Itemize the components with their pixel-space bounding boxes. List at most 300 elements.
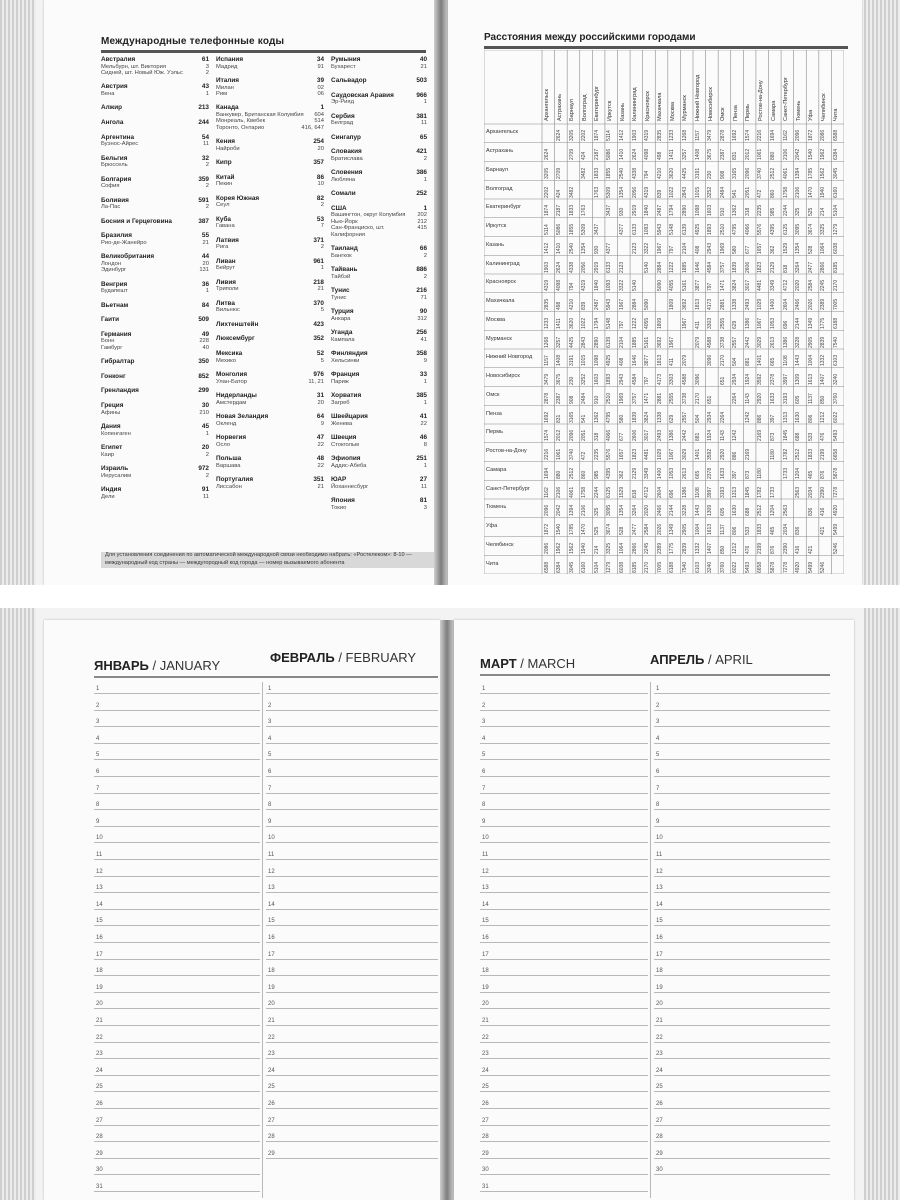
calendar-day-number: 5 bbox=[656, 752, 660, 759]
city-code: 2 bbox=[205, 70, 209, 76]
distance-value: 1157 bbox=[694, 130, 701, 142]
calendar-day-row bbox=[480, 898, 648, 910]
distance-value: 2129 bbox=[770, 261, 776, 273]
distance-value: 3437 bbox=[593, 223, 600, 235]
city-name: Тайбэй bbox=[331, 273, 351, 280]
distance-value: 1443 bbox=[694, 505, 701, 517]
calendar-day-row bbox=[654, 748, 830, 760]
calendar-day-row bbox=[654, 1114, 830, 1126]
calendar-day-number: 25 bbox=[656, 1084, 663, 1091]
country-entry bbox=[216, 350, 324, 358]
distance-value: 3228 bbox=[681, 505, 688, 517]
country-code: 256 bbox=[416, 329, 427, 336]
distance-value: 886 bbox=[757, 414, 764, 423]
country-entry bbox=[331, 371, 427, 379]
distance-value: 2034 bbox=[807, 486, 814, 498]
city-code: 1 bbox=[423, 378, 427, 385]
distance-value: 6588 bbox=[832, 130, 839, 142]
distance-value: 1180 bbox=[757, 467, 764, 479]
country-code: 36 bbox=[201, 280, 209, 288]
distance-value: 2606 bbox=[631, 430, 638, 442]
country-code: 90 bbox=[419, 308, 427, 315]
country-entry bbox=[216, 159, 324, 167]
distance-value: 2905 bbox=[681, 523, 688, 535]
distance-value: 2624 bbox=[543, 148, 550, 160]
country-code: 61 bbox=[201, 56, 209, 63]
column-city-label: Ростов-на-Дону bbox=[757, 80, 764, 121]
distance-value: 2843 bbox=[581, 336, 588, 348]
city-entry bbox=[101, 452, 209, 458]
calendar-day-row bbox=[654, 1130, 830, 1142]
city-entry bbox=[331, 316, 427, 322]
distance-value: 3997 bbox=[782, 373, 789, 385]
calendar-day-number: 3 bbox=[482, 719, 486, 726]
distance-value: 1408 bbox=[556, 355, 563, 367]
country-entry bbox=[101, 465, 209, 473]
country-name: Эфиопия bbox=[331, 455, 361, 462]
distance-value: 5493 bbox=[744, 561, 751, 573]
calendar-day-row bbox=[654, 997, 830, 1009]
distance-value: 797 bbox=[707, 282, 714, 292]
distance-value: 3675 bbox=[556, 373, 563, 385]
city-code: 2 bbox=[423, 155, 427, 162]
country-code: 41 bbox=[419, 413, 427, 420]
distance-value: 2378 bbox=[707, 467, 714, 479]
row-city-label: Астрахань bbox=[486, 148, 514, 155]
column-city-label: Санкт-Петербург bbox=[783, 77, 790, 121]
calendar-day-row bbox=[654, 715, 830, 727]
distance-value: 397 bbox=[732, 470, 739, 479]
distance-value: 1845 bbox=[744, 486, 751, 498]
calendar-day-row bbox=[94, 1163, 260, 1175]
city-code: 2 bbox=[423, 273, 427, 280]
month-name-ru: АПРЕЛЬ bbox=[650, 652, 705, 667]
calendar-day-row bbox=[94, 848, 260, 860]
distance-value: 1809 bbox=[656, 317, 663, 329]
month-name-en: JANUARY bbox=[159, 658, 221, 673]
country-name: ЮАР bbox=[331, 476, 347, 483]
column-city-label: Самара bbox=[770, 100, 777, 121]
distance-value: 2919 bbox=[631, 205, 638, 217]
country-code: 82 bbox=[316, 194, 324, 202]
calendar-day-row bbox=[654, 931, 830, 943]
distance-value: 411 bbox=[694, 320, 701, 329]
city-entry bbox=[216, 421, 324, 427]
city-code: 11 bbox=[202, 493, 209, 500]
calendar-day-number: 25 bbox=[96, 1084, 103, 1091]
country-entry bbox=[216, 104, 324, 112]
distance-value: 3029 bbox=[757, 336, 764, 348]
city-entry bbox=[216, 125, 324, 131]
distance-value: 1471 bbox=[644, 392, 651, 404]
distance-value: 214 bbox=[820, 207, 827, 217]
month-name-ru: ЯНВАРЬ bbox=[94, 658, 149, 673]
distance-value: 6658 bbox=[757, 561, 764, 573]
distance-value: 1157 bbox=[543, 355, 550, 367]
country-code: 972 bbox=[198, 464, 209, 472]
distance-value: 230 bbox=[707, 170, 714, 179]
calendar-day-row bbox=[266, 898, 438, 910]
country-entry bbox=[216, 77, 324, 85]
distance-value: 1794 bbox=[669, 205, 676, 217]
country-name: Аргентина bbox=[101, 133, 135, 141]
distance-value: 3479 bbox=[543, 373, 550, 385]
calendar-day-number: 9 bbox=[482, 818, 486, 825]
country-code: 34 bbox=[316, 56, 324, 63]
calendar-day-number: 22 bbox=[96, 1034, 103, 1041]
city-code: 7 bbox=[320, 223, 324, 230]
country-entry bbox=[216, 56, 324, 64]
city-code: 40 bbox=[202, 344, 209, 351]
city-entry bbox=[101, 267, 209, 273]
distance-value: 504 bbox=[732, 357, 739, 367]
row-city-label: Новосибирск bbox=[486, 373, 520, 380]
calendar-day-number: 7 bbox=[482, 785, 486, 792]
city-code: 1 bbox=[205, 91, 209, 97]
city-code: 22 bbox=[420, 420, 427, 427]
distance-value: 6103 bbox=[832, 355, 839, 367]
country-entry bbox=[331, 455, 427, 463]
distance-value: 1098 bbox=[593, 355, 600, 367]
city-name: Рим bbox=[216, 91, 228, 97]
distance-value: 2012 bbox=[556, 430, 563, 442]
calendar-day-row bbox=[654, 1031, 830, 1043]
distance-value: 1813 bbox=[694, 298, 701, 310]
country-entry bbox=[101, 444, 209, 452]
distance-value: 3325 bbox=[606, 542, 613, 554]
distance-value: 1839 bbox=[631, 411, 638, 423]
distance-value: 2477 bbox=[807, 261, 814, 273]
distance-value: 1833 bbox=[757, 523, 764, 535]
distance-value: 4210 bbox=[656, 167, 663, 179]
distance-value: 1962 bbox=[556, 542, 563, 554]
country-entry bbox=[101, 232, 209, 240]
country-code: 64 bbox=[316, 413, 324, 420]
country-entry bbox=[101, 56, 209, 64]
distance-value: 1162 bbox=[782, 130, 789, 142]
calendar-day-row bbox=[480, 981, 648, 993]
distance-value: 3322 bbox=[619, 280, 625, 292]
column-city-label: Москва bbox=[669, 101, 676, 121]
country-code: 53 bbox=[316, 215, 324, 223]
column-city-label: Махачкала bbox=[657, 92, 664, 121]
distance-value: 818 bbox=[782, 264, 789, 273]
distance-value: 541 bbox=[581, 414, 588, 423]
row-city-label: Пенза bbox=[486, 410, 502, 417]
column-city-label: Калининград bbox=[632, 87, 639, 121]
calendar-day-number: 21 bbox=[268, 1018, 275, 1024]
distance-value: 2493 bbox=[656, 430, 663, 442]
city-entry bbox=[101, 494, 209, 500]
calendar-day-number: 7 bbox=[96, 785, 100, 792]
calendar-day-row bbox=[266, 765, 438, 777]
calendar-day-row bbox=[266, 848, 438, 860]
calendar-day-number: 5 bbox=[96, 752, 100, 759]
city-name: Бангкок bbox=[331, 252, 352, 259]
country-name: Великобритания bbox=[101, 253, 155, 261]
distance-value: 2020 bbox=[644, 505, 651, 517]
calendar-day-row bbox=[94, 997, 260, 1009]
distance-value: 4925 bbox=[694, 223, 701, 235]
distance-value: 2079 bbox=[681, 355, 688, 367]
calendar-day-row bbox=[654, 1097, 830, 1109]
country-code: 386 bbox=[416, 169, 427, 177]
calendar-day-row bbox=[266, 1047, 438, 1059]
city-code: 06 bbox=[317, 91, 324, 97]
distance-value: 6139 bbox=[681, 223, 688, 235]
city-entry bbox=[331, 64, 427, 70]
distance-value: 580 bbox=[732, 245, 739, 254]
country-code: 358 bbox=[416, 350, 427, 357]
country-entry bbox=[331, 77, 427, 85]
city-entry bbox=[331, 99, 427, 105]
distance-value: 1029 bbox=[757, 298, 764, 310]
city-entry bbox=[331, 442, 427, 448]
distance-value: 860 bbox=[770, 189, 776, 198]
city-entry bbox=[101, 70, 209, 76]
calendar-day-number: 24 bbox=[96, 1067, 103, 1074]
phone-codes-column-2 bbox=[216, 56, 324, 490]
distance-value: 1204 bbox=[770, 505, 776, 517]
country-name: Бразилия bbox=[101, 232, 132, 240]
calendar-day-row bbox=[654, 865, 830, 877]
country-entry bbox=[101, 423, 209, 431]
distance-value: 476 bbox=[744, 545, 751, 554]
distance-value: 651 bbox=[707, 395, 714, 404]
calendar-day-row bbox=[480, 1147, 648, 1159]
calendar-day-number: 7 bbox=[656, 785, 660, 792]
city-name: Лондон bbox=[101, 260, 122, 267]
calendar-day-number: 2 bbox=[482, 702, 486, 709]
calendar-day-row bbox=[94, 865, 260, 877]
distance-value: 1694 bbox=[543, 467, 550, 479]
city-name: Тунис bbox=[331, 294, 347, 301]
distance-value: 3738 bbox=[681, 392, 688, 404]
calendar-day-row bbox=[654, 699, 830, 711]
distance-value: 2920 bbox=[719, 448, 726, 460]
city-code: 22 bbox=[317, 462, 324, 469]
country-entry bbox=[331, 287, 427, 295]
phone-codes-column-3 bbox=[331, 56, 427, 511]
distance-value: 525 bbox=[593, 526, 600, 535]
distance-value: 1212 bbox=[820, 411, 827, 423]
distance-value: 2484 bbox=[719, 186, 726, 198]
distance-value: 6384 bbox=[556, 561, 563, 573]
calendar-day-number: 21 bbox=[656, 1018, 663, 1024]
distance-value: 629 bbox=[732, 320, 739, 329]
distance-value: 985 bbox=[593, 470, 600, 479]
page-stack-right bbox=[864, 0, 900, 585]
country-code: 385 bbox=[416, 392, 427, 399]
country-code: 961 bbox=[313, 257, 324, 265]
country-code: 352 bbox=[313, 335, 324, 343]
calendar-day-row bbox=[480, 782, 648, 794]
distance-value: 2169 bbox=[757, 430, 764, 442]
distance-value: 2866 bbox=[631, 542, 638, 554]
distance-value: 4055 bbox=[644, 317, 651, 329]
city-code: 131 bbox=[199, 267, 209, 274]
distance-value: 605 bbox=[795, 395, 802, 404]
distance-value: 2943 bbox=[619, 373, 625, 385]
distance-value: 3740 bbox=[757, 167, 764, 179]
distance-value: 1233 bbox=[543, 317, 550, 329]
distance-value: 3228 bbox=[795, 336, 802, 348]
calendar-day-number: 14 bbox=[268, 901, 275, 908]
country-entry bbox=[101, 119, 209, 127]
city-code: 1 bbox=[205, 430, 209, 437]
calendar-day-number: 18 bbox=[268, 968, 275, 975]
distance-value: 1386 bbox=[669, 430, 676, 442]
distance-value: 5086 bbox=[606, 148, 613, 160]
distance-value: 1763 bbox=[581, 205, 588, 217]
distance-value: 2245 bbox=[820, 280, 827, 292]
city-name: Афины bbox=[101, 409, 121, 416]
distance-value: 1967 bbox=[681, 317, 688, 329]
page-stack-right-bottom bbox=[864, 608, 900, 1200]
distance-value: 3674 bbox=[807, 223, 814, 235]
calendar-day-row bbox=[480, 1080, 648, 1092]
distance-value: 1893 bbox=[707, 223, 714, 235]
distance-value: 1833 bbox=[593, 167, 600, 179]
distance-value: 2106 bbox=[782, 148, 789, 160]
distance-value: 4795 bbox=[732, 223, 739, 235]
phone-codes-column-1 bbox=[101, 56, 209, 500]
city-name: Сан-Франциско, шт. Калифорния bbox=[331, 225, 385, 238]
distance-value: 3303 bbox=[669, 373, 676, 385]
distance-value: 1657 bbox=[619, 448, 625, 460]
distance-value: 2390 bbox=[782, 542, 789, 554]
calendar-day-row bbox=[94, 914, 260, 926]
distance-value: 794 bbox=[568, 282, 575, 292]
calendar-day-row bbox=[94, 1014, 260, 1026]
country-name: Финляндия bbox=[331, 350, 368, 357]
country-name: Алжир bbox=[101, 104, 123, 112]
calendar-day-row bbox=[480, 682, 648, 694]
city-name: Бейрут bbox=[216, 265, 235, 272]
distance-value: 580 bbox=[619, 414, 625, 423]
city-entry bbox=[101, 183, 209, 189]
country-entry bbox=[216, 434, 324, 442]
city-code: 1 bbox=[423, 462, 427, 469]
distance-value: 3322 bbox=[644, 242, 651, 254]
country-code: 47 bbox=[316, 434, 324, 441]
calendar-day-row bbox=[480, 1180, 648, 1192]
distance-value: 2216 bbox=[543, 448, 550, 460]
country-name: Дания bbox=[101, 422, 121, 430]
distance-value: 3620 bbox=[669, 167, 676, 179]
calendar-day-number: 19 bbox=[482, 984, 489, 991]
country-entry bbox=[101, 402, 209, 410]
city-code: 11 bbox=[420, 120, 427, 127]
distance-value: 3740 bbox=[568, 448, 575, 460]
country-entry bbox=[101, 373, 209, 381]
calendar-day-row bbox=[654, 981, 830, 993]
calendar-day-number: 18 bbox=[96, 968, 103, 975]
distance-value: 2020 bbox=[795, 280, 802, 292]
column-city-label: Волгоград bbox=[581, 94, 588, 121]
month-name-en: APRIL bbox=[715, 652, 753, 667]
distance-value: 2843 bbox=[681, 186, 688, 198]
distance-value: 1613 bbox=[807, 373, 814, 385]
distance-value: 3757 bbox=[631, 392, 638, 404]
calendar-day-number: 5 bbox=[268, 752, 272, 759]
distance-value: 2387 bbox=[719, 148, 726, 160]
country-name: Ливан bbox=[216, 257, 236, 265]
country-name: Китай bbox=[216, 173, 235, 181]
country-name: Латвия bbox=[216, 236, 239, 244]
distance-value: 2026 bbox=[656, 523, 663, 535]
city-entry bbox=[331, 400, 427, 406]
distance-value: 5878 bbox=[770, 561, 776, 573]
distance-value: 3045 bbox=[832, 167, 839, 179]
distance-value: 2555 bbox=[719, 317, 726, 329]
distance-value: 6188 bbox=[832, 317, 839, 329]
city-code: 10 bbox=[317, 181, 324, 188]
calendar-day-number: 4 bbox=[482, 735, 486, 742]
distance-value: 3252 bbox=[707, 186, 714, 198]
distance-value: 2493 bbox=[744, 298, 751, 310]
calendar-page-right bbox=[454, 620, 854, 1200]
calendar-day-row bbox=[480, 1114, 648, 1126]
column-city-label: Уфа bbox=[808, 109, 815, 121]
city-entry bbox=[101, 473, 209, 479]
country-entry bbox=[331, 476, 427, 484]
distance-value: 876 bbox=[820, 470, 827, 479]
city-name: Иерусалим bbox=[101, 472, 132, 479]
distance-value: 1098 bbox=[694, 205, 701, 217]
calendar-day-number: 19 bbox=[656, 984, 663, 991]
distance-value: 5090 bbox=[644, 298, 651, 310]
column-city-label: Пенза bbox=[732, 105, 739, 121]
country-entry bbox=[101, 176, 209, 184]
city-code: 2 bbox=[205, 183, 209, 190]
distance-value: 1108 bbox=[782, 355, 789, 367]
distance-value: 1407 bbox=[820, 373, 827, 385]
calendar-day-number: 14 bbox=[656, 901, 663, 908]
calendar-day-row bbox=[480, 914, 648, 926]
distance-value: 2835 bbox=[656, 130, 663, 142]
distance-value: 2890 bbox=[593, 336, 600, 348]
city-entry bbox=[216, 400, 324, 406]
country-code: 886 bbox=[416, 266, 427, 273]
country-code: 387 bbox=[198, 217, 209, 225]
distance-value: 6160 bbox=[832, 186, 839, 198]
country-name: Гибралтар bbox=[101, 358, 135, 366]
calendar-day-row bbox=[266, 931, 438, 943]
calendar-day-number: 13 bbox=[656, 885, 663, 892]
calendar-day-row bbox=[94, 948, 260, 960]
calendar-day-number: 29 bbox=[96, 1150, 103, 1157]
distance-value: 2104 bbox=[619, 336, 625, 348]
country-entry bbox=[101, 302, 209, 310]
distance-value: 2709 bbox=[568, 148, 575, 160]
distance-value: 5114 bbox=[543, 224, 550, 235]
city-name: Буэнос-Айрес bbox=[101, 141, 139, 148]
distance-value: 1823 bbox=[757, 261, 764, 273]
distance-value: 1794 bbox=[593, 317, 600, 329]
calendar-day-number: 28 bbox=[656, 1134, 663, 1141]
country-name: Тайвань bbox=[331, 266, 358, 273]
calendar-day-row bbox=[94, 732, 260, 744]
distance-value: 528 bbox=[619, 526, 625, 535]
distance-value: 525 bbox=[807, 207, 814, 217]
distance-value: 831 bbox=[732, 151, 739, 160]
country-code: 966 bbox=[416, 91, 427, 99]
distance-value: 1180 bbox=[770, 449, 776, 460]
calendar-day-number: 28 bbox=[482, 1134, 489, 1141]
distance-value: 5148 bbox=[606, 317, 613, 329]
calendar-day-number: 20 bbox=[268, 1001, 275, 1008]
